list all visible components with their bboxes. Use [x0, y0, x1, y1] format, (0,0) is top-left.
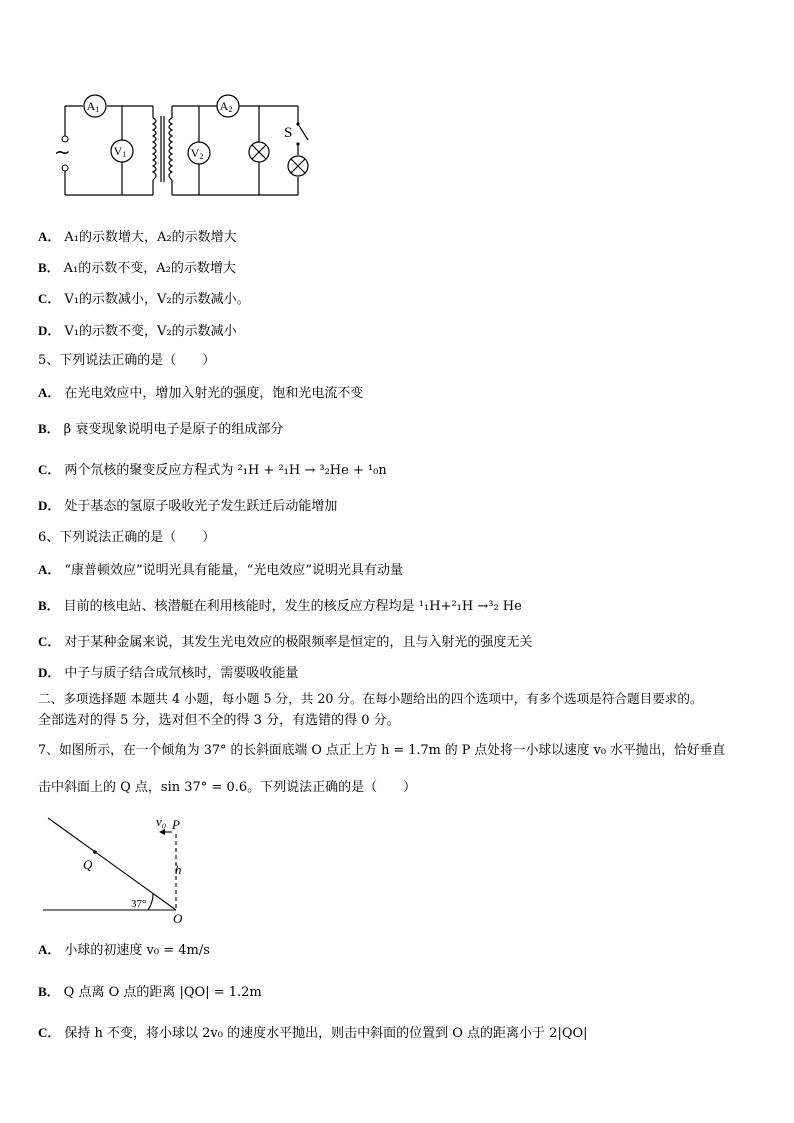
point-q: [93, 850, 97, 854]
q6-option-b: B． 目前的核电站、核潜艇在利用核能时，发生的核反应方程均是 ¹₁H+²₁H →³₂ He: [38, 598, 522, 614]
q7-stem-line2: 击中斜面上的 Q 点，sin 37° = 0.6。下列说法正确的是（ ）: [38, 780, 417, 795]
svg-text:V1: V1: [113, 144, 127, 159]
incline-diagram: [38, 808, 208, 924]
q4-option-a: A． A₁的示数增大，A₂的示数增大: [38, 229, 237, 245]
q5-option-d: D． 处于基态的氢原子吸收光子发生跃迁后动能增加: [38, 498, 338, 514]
label-o: O: [173, 911, 183, 924]
q7-option-c: C． 保持 h 不变，将小球以 2v₀ 的速度水平抛出，则击中斜面的位置到 O 点的距离小于 2|QO|: [38, 1025, 588, 1041]
section2-line1: 二、多项选择题 本题共 4 小题，每小题 5 分，共 20 分。在每小题给出的四个选项中，有多个选项是符合题目要求的。: [38, 691, 703, 706]
label-v0: v₀: [156, 814, 167, 829]
q7-option-b: B． Q 点离 O 点的距离 |QO| = 1.2m: [38, 984, 262, 1000]
q7-stem-line1: 7、如图所示，在一个倾角为 37° 的长斜面底端 O 点正上方 h = 1.7m 的 P 点处将一小球以速度 v₀ 水平抛出，恰好垂直: [38, 743, 726, 758]
q5-option-a: A． 在光电效应中，增加入射光的强度，饱和光电流不变: [38, 385, 364, 401]
label-h: h: [175, 862, 182, 877]
q4-option-d: D． V₁的示数不变，V₂的示数减小: [38, 323, 237, 339]
q5-stem: 5、下列说法正确的是（ ）: [38, 353, 216, 368]
lamp-1: [249, 142, 269, 162]
switch-label: S: [284, 125, 293, 141]
svg-text:V2: V2: [190, 146, 204, 161]
q4-option-c: C． V₁的示数减小，V₂的示数减小。: [38, 291, 250, 307]
q4-option-b: B． A₁的示数不变，A₂的示数增大: [38, 260, 236, 276]
q5-option-b: B． β 衰变现象说明电子是原子的组成部分: [38, 421, 284, 437]
section2-line2: 全部选对的得 5 分，选对但不全的得 3 分，有选错的得 0 分。: [38, 713, 400, 728]
ac-source-symbol: ~: [54, 140, 71, 164]
svg-text:A2: A2: [219, 99, 233, 114]
q6-option-c: C． 对于某种金属来说，其发生光电效应的极限频率是恒定的，且与入射光的强度无关: [38, 634, 533, 650]
svg-text:A1: A1: [86, 99, 100, 114]
q5-option-c: C． 两个氘核的聚变反应方程式为 ²₁H + ²₁H → ³₂He + ¹₀n: [38, 462, 387, 478]
circuit-diagram: [40, 88, 330, 203]
lamp-2: [288, 156, 308, 176]
label-angle: 37°: [131, 898, 147, 910]
q6-stem: 6、下列说法正确的是（ ）: [38, 530, 216, 545]
q6-option-d: D． 中子与质子结合成氘核时，需要吸收能量: [38, 665, 299, 681]
q7-option-a: A． 小球的初速度 v₀ = 4m/s: [38, 942, 210, 958]
terminal-bottom: [62, 165, 68, 171]
q6-option-a: A． “康普顿效应”说明光具有能量，“光电效应”说明光具有动量: [38, 562, 403, 578]
label-p: P: [172, 817, 180, 832]
label-q: Q: [83, 857, 93, 872]
